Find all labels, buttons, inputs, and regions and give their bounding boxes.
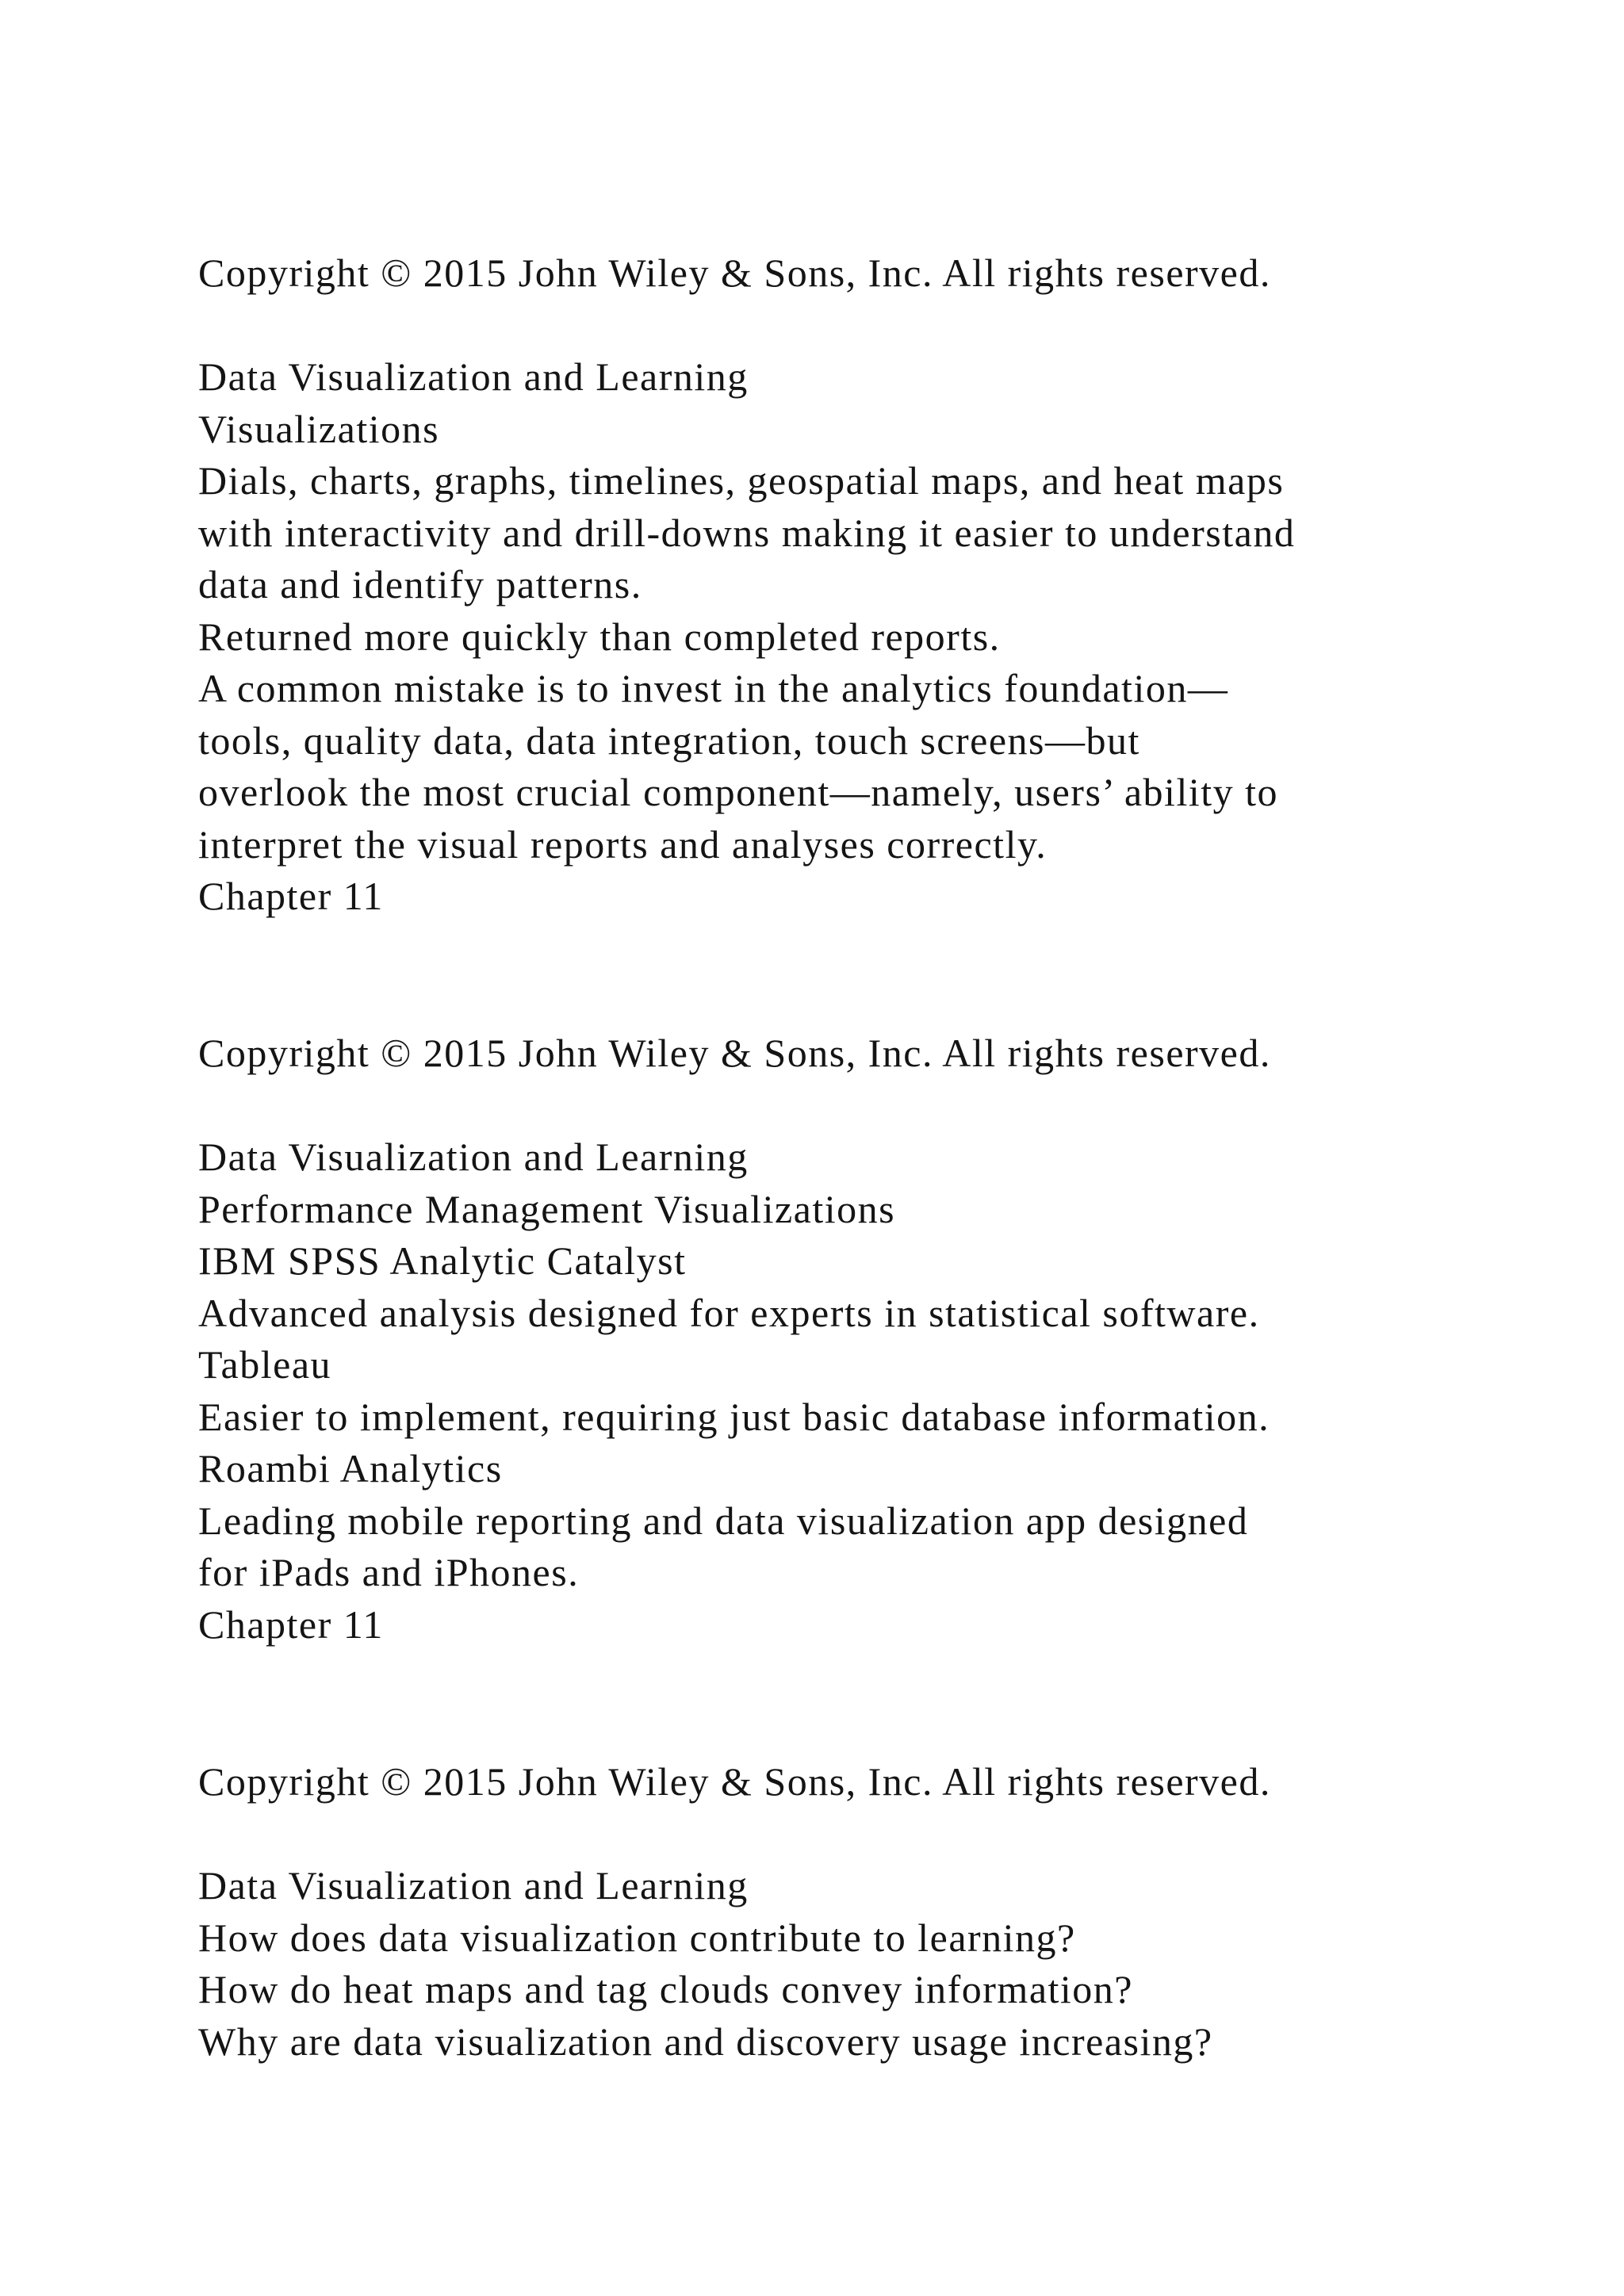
blank-line [198,1080,1546,1132]
body-line: Dials, charts, graphs, timelines, geospatial maps, and heat maps [198,458,1285,503]
blank-line [198,300,1546,352]
copyright-line: Copyright © 2015 John Wiley & Sons, Inc. All rights reserved. [198,251,1271,295]
body-line: tools, quality data, data integration, touch screens—but [198,718,1140,763]
body-line: How does data visualization contribute to learning? [198,1915,1076,1960]
copyright-line: Copyright © 2015 John Wiley & Sons, Inc. All rights reserved. [198,1031,1271,1075]
copyright-line: Copyright © 2015 John Wiley & Sons, Inc. All rights reserved. [198,1759,1271,1804]
blank-line [198,1808,1546,1861]
slide-section-2 [198,1027,1546,1651]
body-line: Returned more quickly than completed reports. [198,614,1001,659]
section-heading: Data Visualization and Learning [198,354,749,399]
body-line: Visualizations [198,406,440,451]
chapter-label: Chapter 11 [198,1601,384,1647]
body-line: IBM SPSS Analytic Catalyst [198,1238,687,1283]
section-heading: Data Visualization and Learning [198,1863,749,1908]
body-line: with interactivity and drill-downs making it easier to understand [198,510,1296,555]
body-line: A common mistake is to invest in the analytics foundation— [198,666,1229,710]
body-line: Leading mobile reporting and data visualization app designed [198,1498,1249,1543]
slide-section-3 [198,1756,1546,2068]
body-line: Easier to implement, requiring just basic database information. [198,1394,1270,1439]
body-line: interpret the visual reports and analyses correctly. [198,821,1048,867]
body-line: Tableau [198,1342,332,1387]
body-line: Advanced analysis designed for experts in statistical software. [198,1290,1260,1335]
body-line: for iPads and iPhones. [198,1550,580,1594]
chapter-label: Chapter 11 [198,874,384,918]
body-line: overlook the most crucial component—namely, users’ ability to [198,770,1279,814]
body-line: data and identify patterns. [198,562,642,607]
body-line: Roambi Analytics [198,1446,503,1490]
section-heading: Data Visualization and Learning [198,1135,749,1179]
body-line: Performance Management Visualizations [198,1186,896,1231]
slide-section-1 [198,247,1546,923]
body-line: How do heat maps and tag clouds convey information? [198,1967,1133,2011]
body-line: Why are data visualization and discovery usage increasing? [198,2019,1213,2064]
